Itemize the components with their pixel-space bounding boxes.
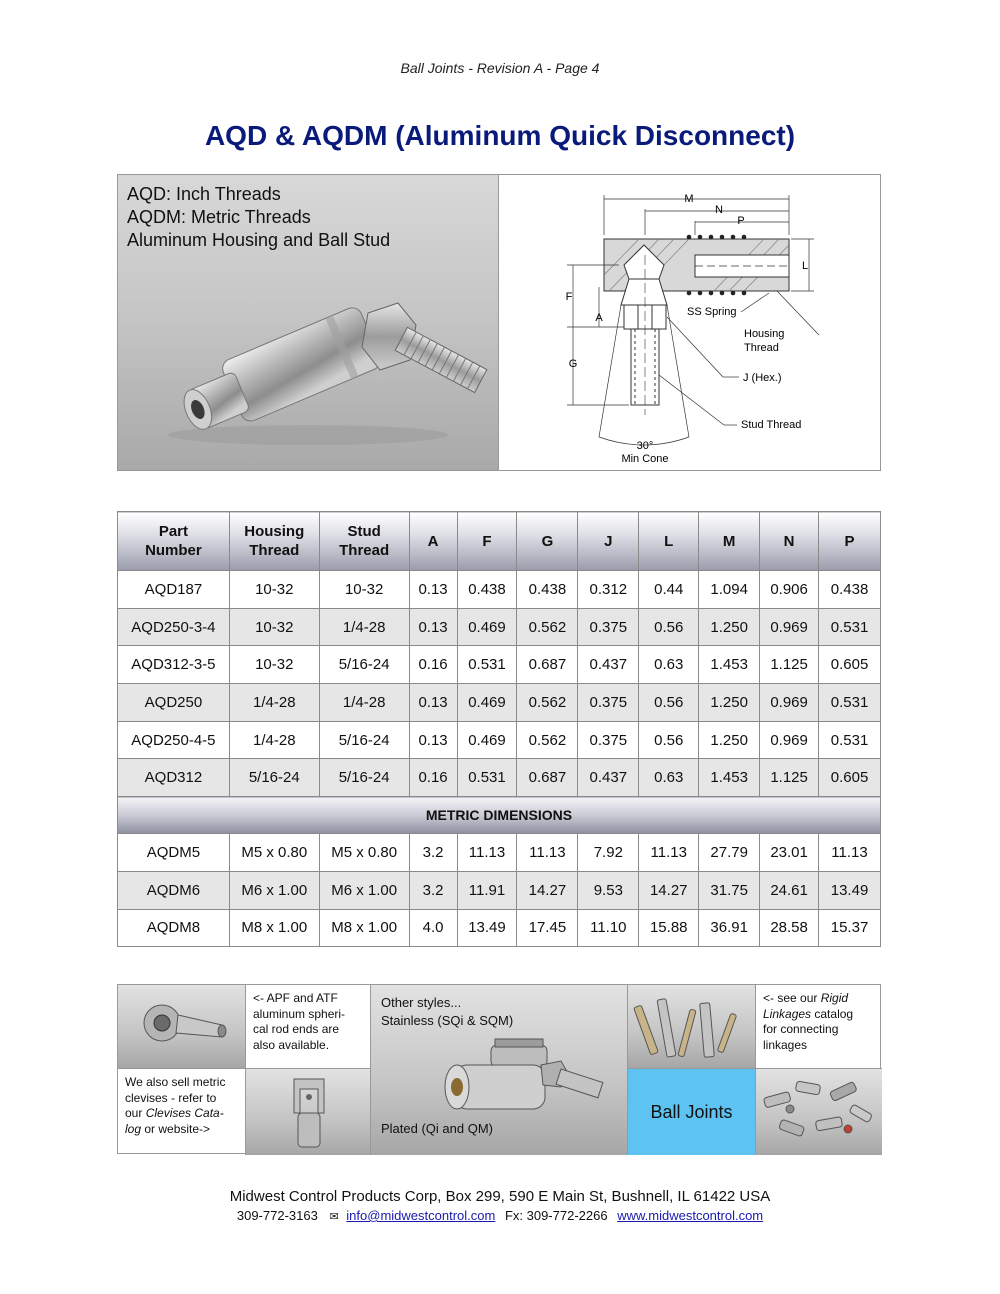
table-cell: 5/16-24 [229, 759, 319, 797]
clevis-catalog-ref-end: log [125, 1121, 142, 1136]
other-styles-label: Other styles... [381, 995, 462, 1010]
table-cell: 0.531 [457, 759, 517, 797]
table-cell: 0.63 [639, 759, 699, 797]
table-cell: 1.125 [760, 646, 819, 684]
table-cell: 0.906 [760, 571, 819, 609]
linkage-rods-icon [628, 985, 756, 1069]
other-styles-panel [371, 985, 628, 1155]
ball-joints-collection-icon [756, 1069, 882, 1155]
table-cell: 1.453 [699, 646, 760, 684]
table-cell: 0.531 [457, 646, 517, 684]
table-cell: AQD312 [118, 759, 230, 797]
callout-ss-spring: SS Spring [687, 306, 737, 318]
table-cell: 36.91 [699, 909, 760, 947]
dim-label-n: N [715, 204, 723, 216]
table-cell: 4.0 [409, 909, 457, 947]
photo-caption [127, 183, 390, 252]
footer-address: Midwest Control Products Corp, Box 299, 590 E Main St, Bushnell, IL 61422 USA [229, 1188, 771, 1205]
table-cell: 23.01 [760, 834, 819, 872]
table-cell: 28.58 [760, 909, 819, 947]
column-header-m: M [699, 512, 760, 571]
dim-label-f: F [565, 291, 573, 303]
table-cell: 14.27 [517, 871, 578, 909]
table-cell: 1.125 [760, 759, 819, 797]
table-cell: 5/16-24 [319, 759, 409, 797]
table-cell: 0.469 [457, 721, 517, 759]
rigid-linkages-note [756, 985, 882, 1069]
rod-ends-note [246, 985, 371, 1069]
footer-phone: 309-772-3163 [236, 1208, 318, 1223]
column-header-a: A [409, 512, 457, 571]
table-cell: 3.2 [409, 834, 457, 872]
footer-fax: Fx: 309-772-2266 [504, 1208, 608, 1223]
table-cell: 11.10 [578, 909, 639, 947]
table-row [118, 871, 881, 909]
callout-hex: J (Hex.) [743, 372, 782, 384]
footer-contact [0, 1208, 1000, 1223]
column-header-l: L [639, 512, 699, 571]
table-cell: 0.969 [760, 684, 819, 722]
table-cell: 0.687 [517, 759, 578, 797]
table-cell: 0.13 [409, 684, 457, 722]
table-cell: 5/16-24 [319, 721, 409, 759]
table-cell: 1.453 [699, 759, 760, 797]
footer-email-link[interactable]: info@midwestcontrol.com [346, 1208, 496, 1223]
rigid-catalog-ref: Rigid [820, 991, 849, 1005]
rod-ends-note-line-4: also available. [253, 1037, 330, 1052]
table-cell: 0.312 [578, 571, 639, 609]
plated-label: Plated (Qi and QM) [381, 1121, 493, 1136]
table-cell: 0.469 [457, 684, 517, 722]
table-cell: 9.53 [578, 871, 639, 909]
table-cell: 11.13 [457, 834, 517, 872]
photo-caption-line-2: AQDM: Metric Threads [127, 207, 311, 227]
table-cell: 1/4-28 [319, 608, 409, 646]
table-cell: 0.375 [578, 608, 639, 646]
table-cell: 15.37 [819, 909, 881, 947]
table-cell: 10-32 [229, 571, 319, 609]
table-row [118, 721, 881, 759]
rod-end-photo [118, 985, 246, 1069]
envelope-icon: ✉ [329, 1211, 339, 1223]
table-cell: 27.79 [699, 834, 760, 872]
footer-website-link[interactable]: www.midwestcontrol.com [617, 1208, 764, 1223]
table-cell: 0.56 [639, 608, 699, 646]
linkages-catalog-ref: Linkages [763, 1006, 812, 1021]
table-cell: 14.27 [639, 871, 699, 909]
table-cell: AQD187 [118, 571, 230, 609]
page-title: AQD & AQDM (Aluminum Quick Disconnect) [204, 120, 796, 151]
table-cell: 0.469 [457, 608, 517, 646]
rod-ends-note-line-3: cal rod ends are [253, 1022, 340, 1036]
ball-joints-photo [756, 1069, 882, 1155]
table-cell: 0.437 [578, 759, 639, 797]
clevis-note-line-4b: or website-> [141, 1121, 211, 1136]
clevis-note-line-1: We also sell metric [125, 1075, 226, 1089]
dim-label-angle: 30° [636, 440, 654, 452]
table-cell: AQDM6 [118, 871, 230, 909]
dimension-diagram [499, 175, 880, 470]
column-header-j: J [578, 512, 639, 571]
table-cell: AQD312-3-5 [118, 646, 230, 684]
rigid-note-line-4: linkages [763, 1037, 808, 1052]
table-cell: M8 x 1.00 [229, 909, 319, 947]
table-row [118, 759, 881, 797]
clevis-note-line-3a: our [125, 1106, 146, 1120]
clevis-catalog-ref: Clevises Cata- [145, 1106, 224, 1120]
table-cell: M8 x 1.00 [319, 909, 409, 947]
table-cell: M6 x 1.00 [319, 871, 409, 909]
dim-label-p: P [737, 215, 745, 227]
table-cell: 1.250 [699, 684, 760, 722]
callout-housing-line-2: Thread [744, 342, 779, 354]
table-cell: 0.44 [639, 571, 699, 609]
table-cell: 10-32 [229, 646, 319, 684]
table-cell: 1/4-28 [319, 684, 409, 722]
clevis-note-line-2: clevises - refer to [125, 1090, 217, 1105]
table-cell: AQD250 [118, 684, 230, 722]
table-row [118, 608, 881, 646]
ball-joints-link[interactable]: Ball Joints [628, 1069, 756, 1155]
table-row [118, 909, 881, 947]
column-header-g: G [517, 512, 578, 571]
table-cell: 10-32 [229, 608, 319, 646]
clevis-icon [246, 1069, 371, 1155]
table-cell: 3.2 [409, 871, 457, 909]
table-cell: 0.969 [760, 608, 819, 646]
table-cell: 1/4-28 [229, 684, 319, 722]
table-cell: 0.438 [819, 571, 881, 609]
table-cell: 0.437 [578, 646, 639, 684]
table-cell: 15.88 [639, 909, 699, 947]
table-cell: 13.49 [819, 871, 881, 909]
dim-label-g: G [568, 358, 578, 370]
table-cell: 0.531 [819, 608, 881, 646]
table-cell: 0.63 [639, 646, 699, 684]
rod-ends-note-line-2: aluminum spheri- [253, 1006, 346, 1021]
specifications-table [117, 511, 881, 947]
quick-disconnect-photo [391, 1025, 611, 1135]
table-cell: 1/4-28 [229, 721, 319, 759]
column-header-p: P [819, 512, 881, 571]
table-cell: 0.13 [409, 571, 457, 609]
related-products-panel [117, 984, 881, 1154]
stainless-label: Stainless (SQi & SQM) [381, 1013, 514, 1028]
table-cell: M5 x 0.80 [319, 834, 409, 872]
table-cell: 0.16 [409, 646, 457, 684]
table-cell: AQDM5 [118, 834, 230, 872]
callout-housing-line-1: Housing [744, 328, 785, 340]
table-cell: 0.16 [409, 759, 457, 797]
table-cell: 0.969 [760, 721, 819, 759]
dim-label-m: M [684, 193, 694, 205]
table-cell: 0.562 [517, 608, 578, 646]
table-cell: 0.56 [639, 721, 699, 759]
table-cell: 0.562 [517, 721, 578, 759]
metric-section-label: METRIC DIMENSIONS [118, 797, 881, 834]
table-cell: 0.562 [517, 684, 578, 722]
table-cell: 0.375 [578, 721, 639, 759]
table-cell: 10-32 [319, 571, 409, 609]
rigid-note-catalog: catalog [811, 1006, 854, 1021]
table-cell: 17.45 [517, 909, 578, 947]
table-cell: M5 x 0.80 [229, 834, 319, 872]
table-cell: 0.687 [517, 646, 578, 684]
table-cell: 0.375 [578, 684, 639, 722]
top-panel [117, 174, 881, 471]
table-cell: 11.13 [819, 834, 881, 872]
product-photo [118, 175, 499, 470]
column-header-n: N [760, 512, 819, 571]
rod-end-icon [118, 985, 246, 1069]
table-cell: 7.92 [578, 834, 639, 872]
rigid-note-line-3: for connecting [763, 1022, 839, 1036]
rod-ends-note-line-1: <- APF and ATF [253, 991, 338, 1005]
column-header-f: F [457, 512, 517, 571]
table-cell: 0.531 [819, 721, 881, 759]
table-cell: AQD250-4-5 [118, 721, 230, 759]
table-cell: 0.13 [409, 721, 457, 759]
table-cell: 11.13 [517, 834, 578, 872]
table-header-row [118, 512, 881, 571]
column-header-stud-thread: Stud Thread [319, 512, 409, 571]
table-cell: 11.91 [457, 871, 517, 909]
page-header: Ball Joints - Revision A - Page 4 [400, 60, 600, 76]
table-cell: 0.531 [819, 684, 881, 722]
photo-caption-line-1: AQD: Inch Threads [127, 184, 281, 204]
table-cell: 11.13 [639, 834, 699, 872]
table-cell: 0.605 [819, 759, 881, 797]
table-row [118, 646, 881, 684]
callout-stud-thread: Stud Thread [741, 419, 802, 431]
table-cell: 1.250 [699, 608, 760, 646]
dimension-drawing [499, 175, 880, 472]
table-row [118, 684, 881, 722]
rigid-note-prefix: <- see our [763, 991, 821, 1005]
table-cell: AQDM8 [118, 909, 230, 947]
table-cell: 0.13 [409, 608, 457, 646]
dim-label-l: L [802, 260, 809, 272]
clevis-note [118, 1069, 246, 1155]
table-cell: M6 x 1.00 [229, 871, 319, 909]
table-cell: 0.438 [517, 571, 578, 609]
table-cell: 1.094 [699, 571, 760, 609]
column-header-housing-thread: Housing Thread [229, 512, 319, 571]
table-cell: AQD250-3-4 [118, 608, 230, 646]
table-cell: 0.56 [639, 684, 699, 722]
table-cell: 0.605 [819, 646, 881, 684]
table-cell: 5/16-24 [319, 646, 409, 684]
table-row [118, 571, 881, 609]
table-row [118, 834, 881, 872]
table-cell: 24.61 [760, 871, 819, 909]
metric-section-row [118, 797, 881, 834]
table-cell: 0.438 [457, 571, 517, 609]
dim-label-a: A [595, 312, 603, 324]
photo-caption-line-3: Aluminum Housing and Ball Stud [127, 230, 391, 250]
table-cell: 1.250 [699, 721, 760, 759]
table-cell: 31.75 [699, 871, 760, 909]
column-header-part-number: Part Number [118, 512, 230, 571]
clevis-photo [246, 1069, 371, 1155]
rigid-linkages-photo [628, 985, 756, 1069]
table-cell: 13.49 [457, 909, 517, 947]
dim-label-min-cone: Min Cone [621, 453, 669, 465]
